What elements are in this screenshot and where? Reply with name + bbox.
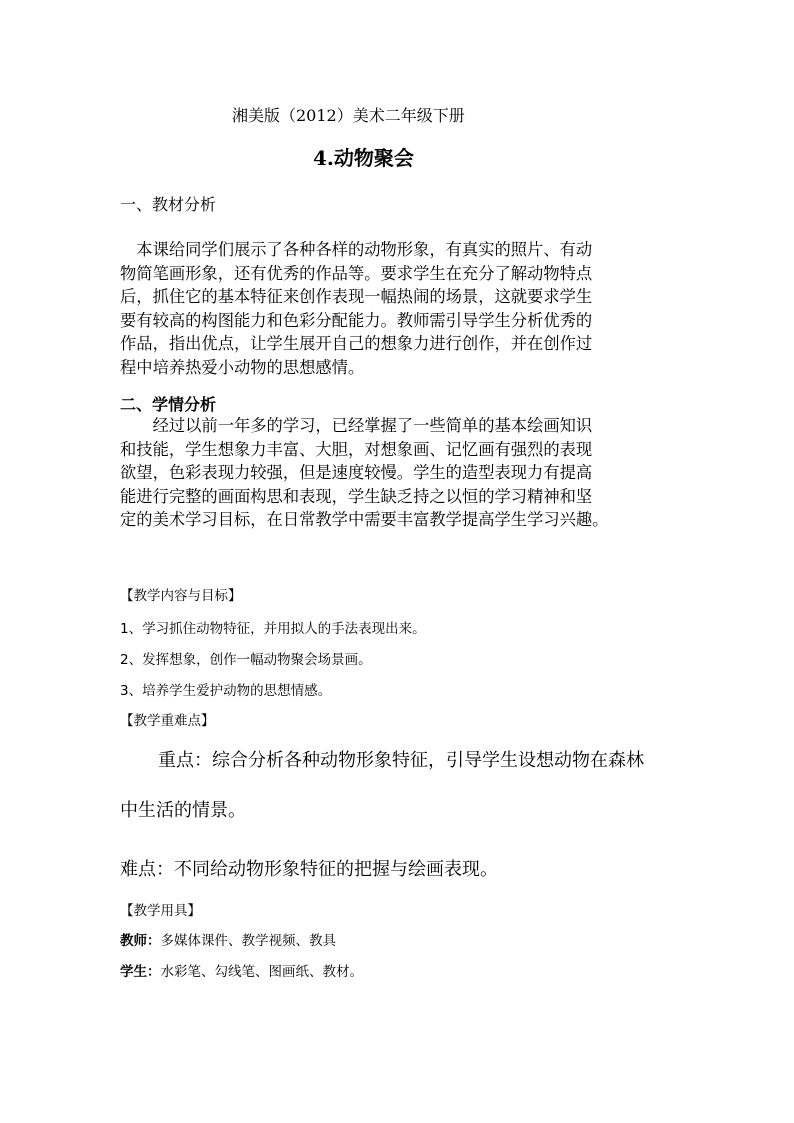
tools-heading: 【教学用具】 [120, 903, 201, 919]
difficulty-point: 难点：不同给动物形象特征的把握与绘画表现。 [120, 859, 498, 880]
key-point-line: 重点：综合分析各种动物形象特征，引导学生设想动物在森林 [158, 750, 644, 771]
goal-item: 2、发挥想象，创作一幅动物聚会场景画。 [120, 652, 372, 668]
goal-item: 3、培养学生爱护动物的思想情感。 [120, 683, 332, 699]
paragraph-line: 欲望，色彩表现力较强，但是速度较慢。学生的造型表现力有提高 [120, 463, 593, 482]
paragraph-line: 和技能，学生想象力丰富、大胆，对想象画、记忆画有强烈的表现 [120, 439, 593, 459]
section-heading-textbook-analysis: 一、教材分析 [120, 195, 217, 214]
document-header: 湘美版（2012）美术二年级下册 [232, 106, 465, 125]
paragraph-line: 本课给同学们展示了各种各样的动物形象，有真实的照片、有动 [120, 240, 593, 259]
teacher-tools [120, 929, 336, 949]
paragraph-line: 物简笔画形象，还有优秀的作品等。要求学生在充分了解动物特点 [120, 263, 593, 283]
student-tools [120, 960, 363, 980]
teacher-tools-value: 多媒体课件、教学视频、教具 [160, 933, 336, 949]
key-point-line-continued: 中生活的情景。 [120, 800, 246, 821]
teacher-label: 教师： [120, 933, 161, 949]
lesson-title: 4.动物聚会 [313, 146, 414, 170]
student-label: 学生： [120, 964, 161, 980]
section-heading-student-analysis: 二、学情分析 [120, 395, 217, 414]
student-tools-value: 水彩笔、勾线笔、图画纸、教材。 [160, 964, 363, 980]
paragraph-line: 后，抓住它的基本特征来创作表现一幅热闹的场景，这就要求学生 [120, 287, 593, 306]
keypoints-heading: 【教学重难点】 [120, 713, 215, 729]
student-analysis-paragraph [120, 414, 608, 532]
paragraph-line: 作品，指出优点，让学生展开自己的想象力进行创作，并在创作过 [120, 334, 593, 353]
paragraph-line: 程中培养热爱小动物的思想感情。 [120, 357, 365, 377]
goals-heading: 【教学内容与目标】 [120, 588, 242, 604]
paragraph-line: 能进行完整的画面构思和表现，学生缺乏持之以恒的学习精神和坚 [120, 486, 593, 506]
goal-item: 1、学习抓住动物特征，并用拟人的手法表现出来。 [120, 621, 426, 637]
paragraph-line: 定的美术学习目标，在日常教学中需要丰富教学提高学生学习兴趣。 [120, 510, 609, 529]
textbook-analysis-paragraph [120, 238, 592, 379]
paragraph-line: 经过以前一年多的学习，已经掌握了一些简单的基本绘画知识 [120, 416, 593, 435]
paragraph-line: 要有较高的构图能力和色彩分配能力。教师需引导学生分析优秀的 [120, 310, 593, 330]
